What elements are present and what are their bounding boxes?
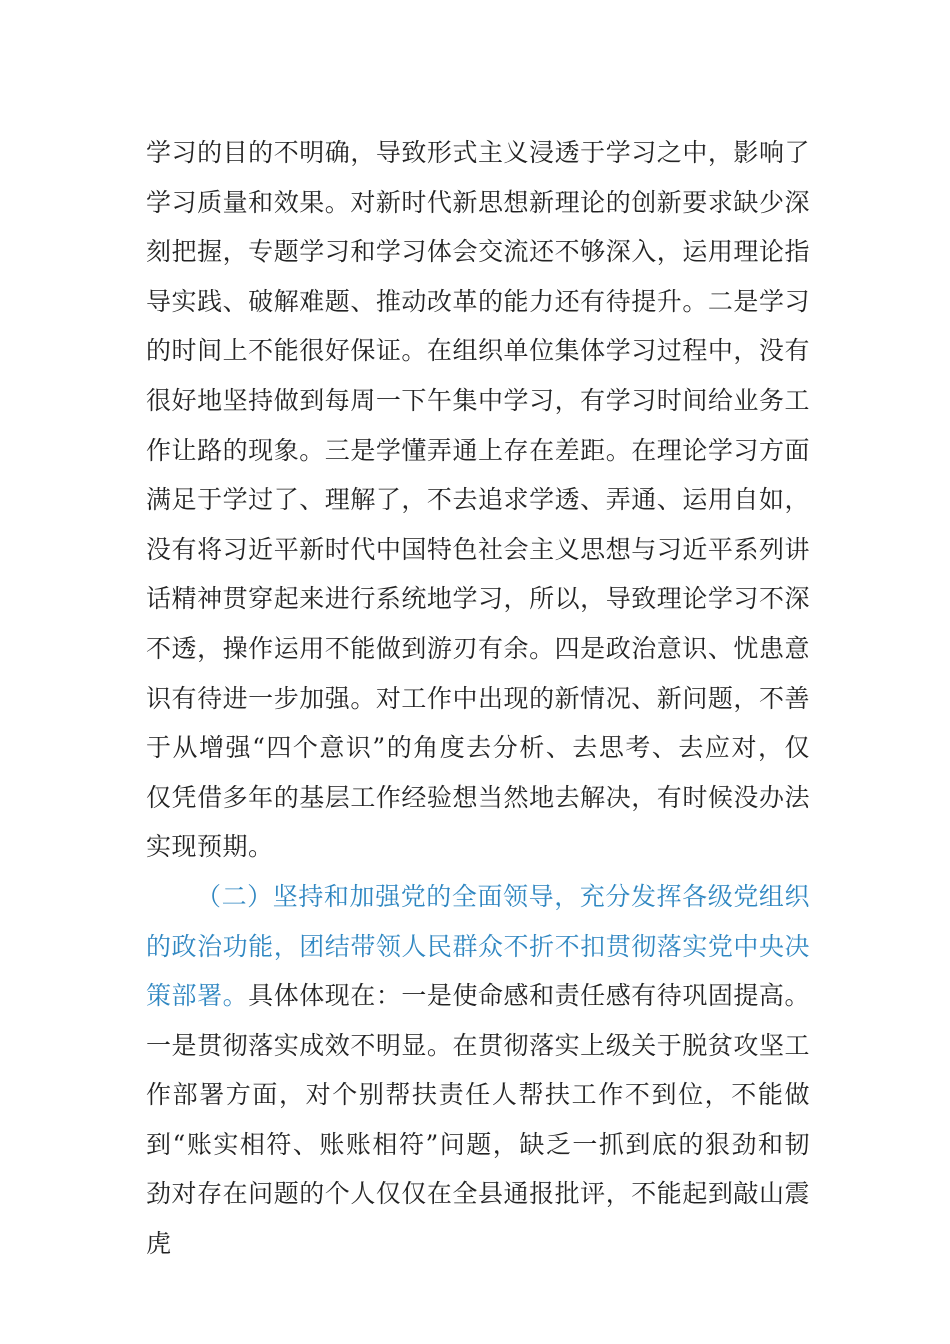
section-heading: （二）坚持和加强党的全面领导，充分发挥各级党组织的政治功能，团结带领人民群众不折不扣贯彻落实党中央决策部署。	[146, 881, 810, 1011]
document-page	[146, 128, 810, 1269]
paragraph-1: 学习的目的不明确，导致形式主义浸透于学习之中，影响了学习质量和效果。对新时代新思想新理论的创新要求缺少深刻把握，专题学习和学习体会交流还不够深入，运用理论指导实践、破解难题、推动改革的能力还有待提升。二是学习的时间上不能很好保证。在组织单位集体学习过程中，没有很好地坚持做到每周一下午集中学习，有学习时间给业务工作让路的现象。三是学懂弄通上存在差距。在理论学习方面满足于学过了、理解了，不去追求学透、弄通、运用自如，没有将习近平新时代中国特色社会主义思想与习近平系列讲话精神贯穿起来进行系统地学习，所以，导致理论学习不深不透，操作运用不能做到游刃有余。四是政治意识、忧患意识有待进一步加强。对工作中出现的新情况、新问题，不善于从增强“四个意识”的角度去分析、去思考、去应对，仅仅凭借多年的基层工作经验想当然地去解决，有时候没办法实现预期。	[146, 138, 810, 862]
paragraph-2-body: 具体体现在：一是使命感和责任感有待巩固提高。一是贯彻落实成效不明显。在贯彻落实上级关于脱贫攻坚工作部署方面，对个别帮扶责任人帮扶工作不到位，不能做到“账实相符、账账相符”问题，缺乏一抓到底的狠劲和韧劲对存在问题的个人仅仅在全县通报批评，不能起到敲山震虎	[146, 981, 810, 1259]
paragraph-2	[146, 872, 810, 1269]
